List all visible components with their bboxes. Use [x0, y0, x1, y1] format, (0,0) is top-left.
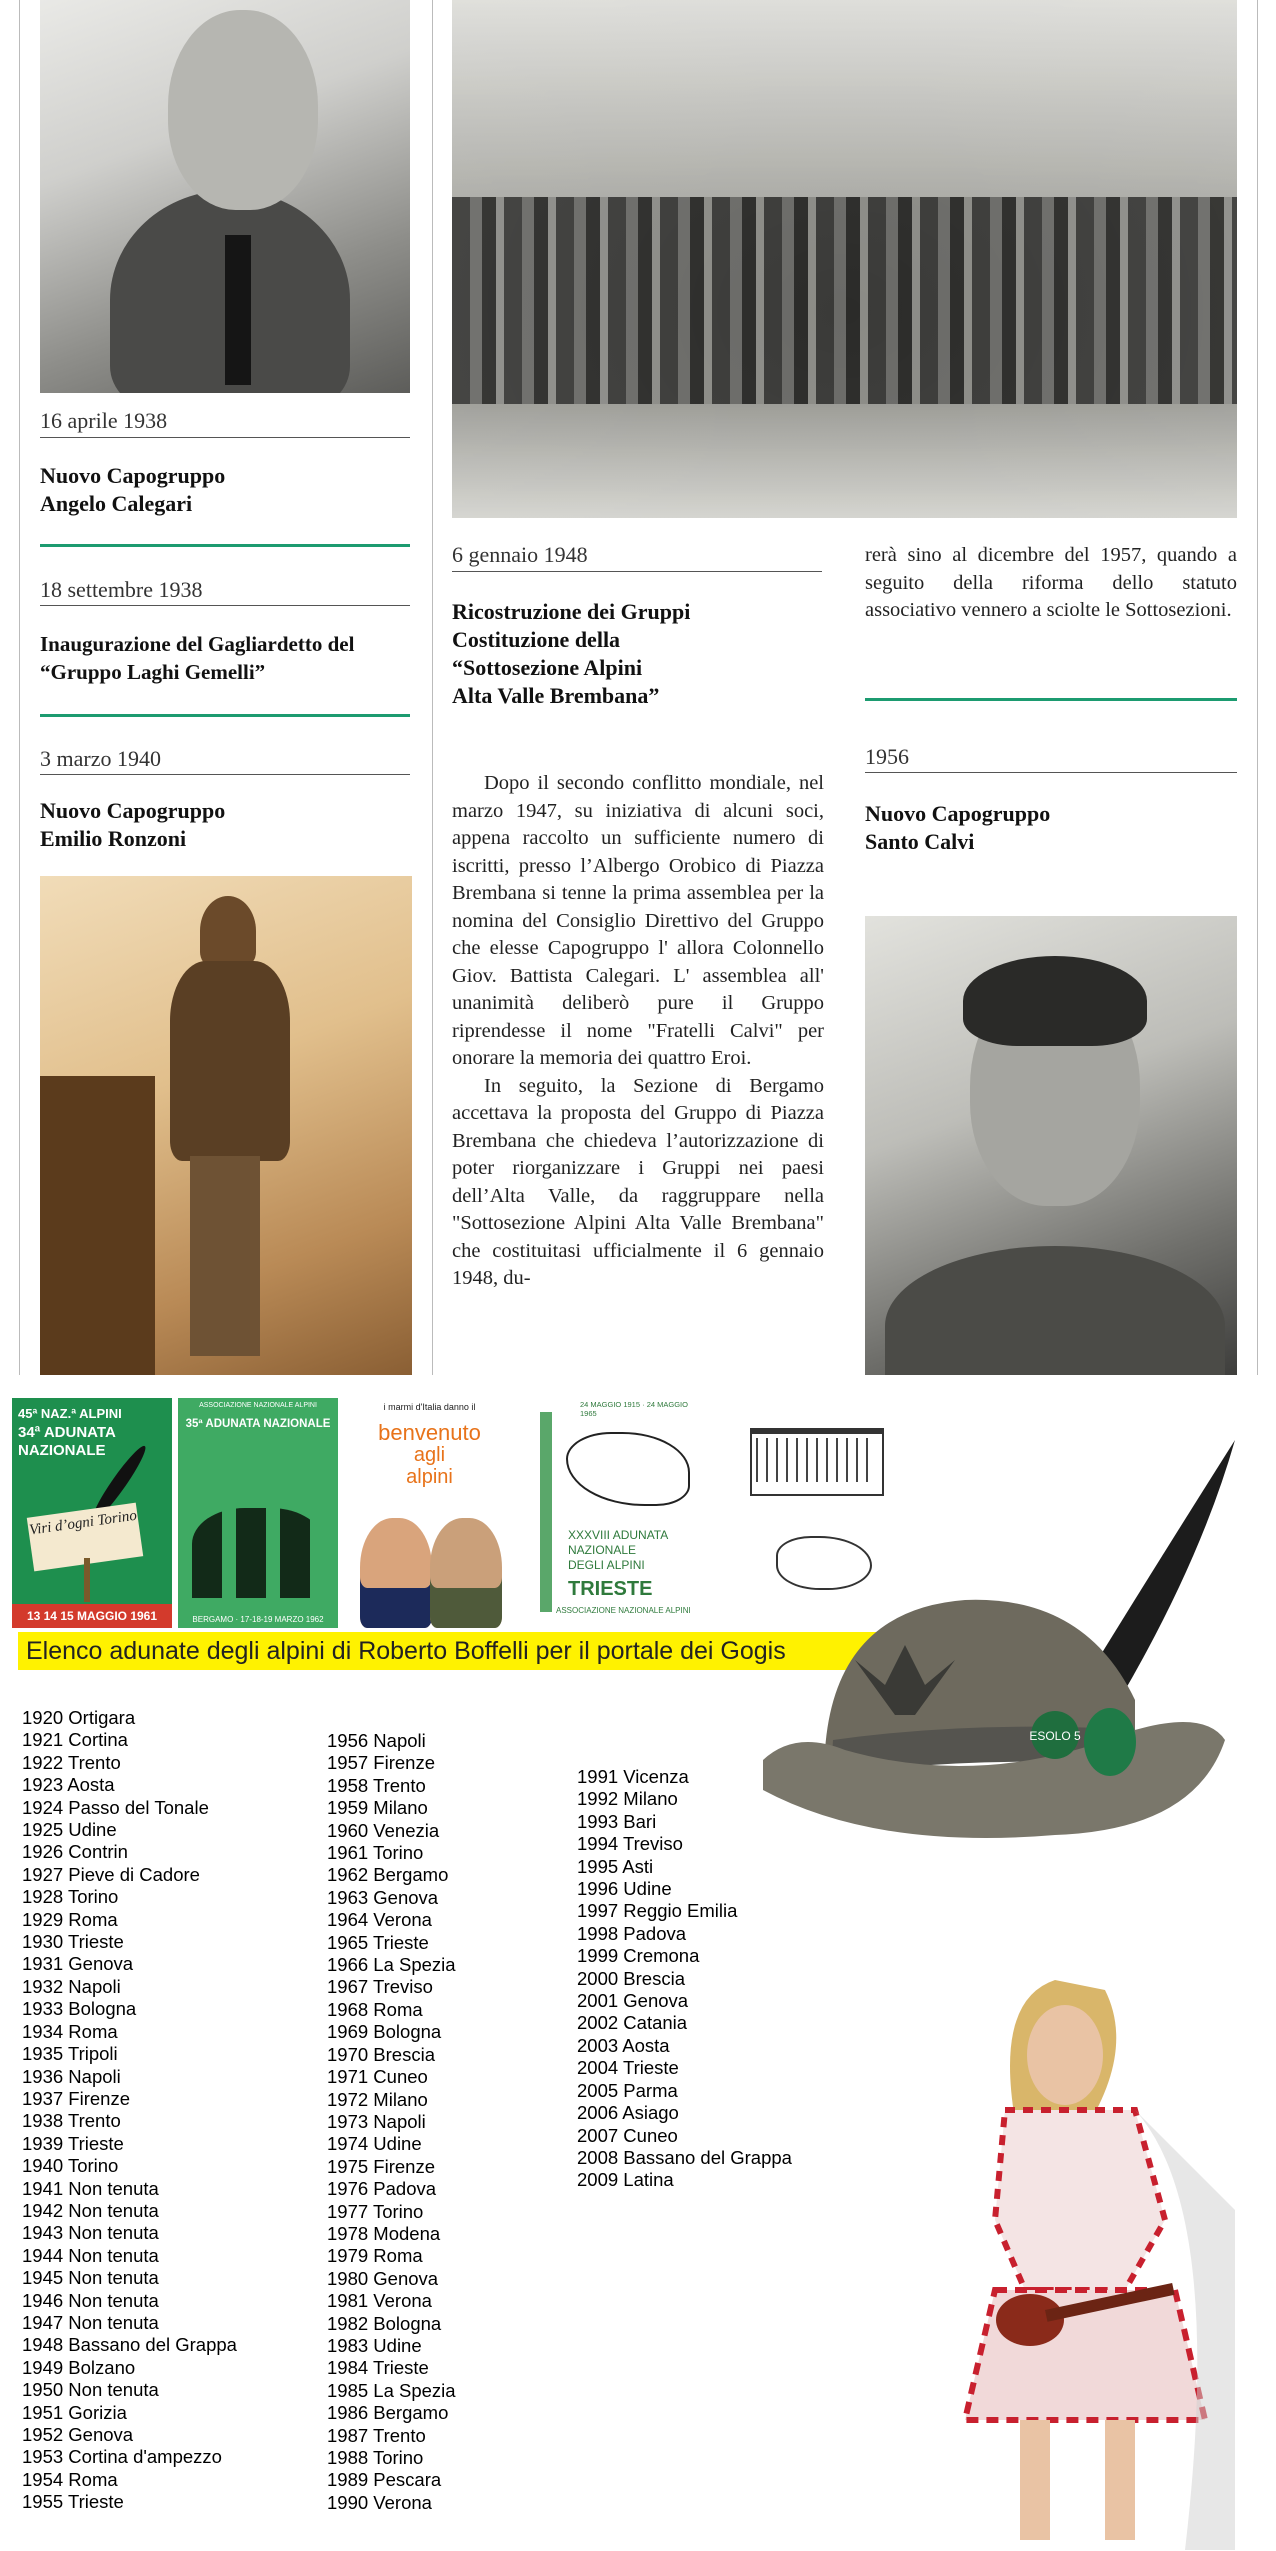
woman-ukulele-illustration — [935, 1960, 1235, 2551]
poster4-top: 24 MAGGIO 1915 · 24 MAGGIO 1965 — [580, 1400, 688, 1418]
alpino-hat-icon — [755, 1430, 1255, 1930]
list-item: 1921 Cortina — [22, 1729, 128, 1751]
poster4-title2: NAZIONALE — [568, 1543, 637, 1557]
list-item: 1999 Cremona — [577, 1945, 700, 1967]
middle-date-rule — [452, 571, 822, 572]
list-item: 1946 Non tenuta — [22, 2289, 159, 2311]
poster3-top: i marmi d'Italia danno il — [383, 1402, 476, 1412]
list-item: 1983 Udine — [327, 2334, 422, 2356]
list-item: 1935 Tripoli — [22, 2043, 118, 2065]
list-item: 1962 Bergamo — [327, 1864, 449, 1886]
list-item: 2006 Asiago — [577, 2102, 679, 2124]
entry2-title-line2: “Gruppo Laghi Gemelli” — [40, 660, 266, 684]
list-item: 1925 Udine — [22, 1819, 117, 1841]
poster1-dates: 13 14 15 MAGGIO 1961 — [26, 1609, 158, 1623]
right-entry-date-rule — [865, 772, 1237, 773]
list-item: 1963 Genova — [327, 1886, 439, 1908]
adunate-list-col2 — [327, 1730, 456, 2514]
list-item: 1986 Bergamo — [327, 2402, 449, 2424]
list-item: 1948 Bassano del Grappa — [22, 2334, 237, 2356]
entry2-date: 18 settembre 1938 — [40, 577, 203, 602]
poster4-title3: DEGLI ALPINI — [568, 1558, 645, 1572]
list-item: 1992 Milano — [577, 1788, 678, 1810]
list-item: 1998 Padova — [577, 1922, 687, 1944]
list-item: 1932 Napoli — [22, 1975, 121, 1997]
poster4-assoc: ASSOCIAZIONE NAZIONALE ALPINI — [556, 1606, 691, 1615]
list-item: 1943 Non tenuta — [22, 2222, 159, 2244]
list-item: 1929 Roma — [22, 1908, 118, 1930]
adunate-list-col3 — [577, 1766, 792, 2192]
list-item: 2005 Parma — [577, 2079, 678, 2101]
list-item: 1993 Bari — [577, 1810, 657, 1832]
list-item: 1934 Roma — [22, 2020, 118, 2042]
list-title-banner: Elenco adunate degli alpini di Roberto Boffelli per il portale dei Gogis — [18, 1632, 890, 1670]
list-item: 1942 Non tenuta — [22, 2199, 159, 2221]
list-item: 1926 Contrin — [22, 1841, 128, 1863]
list-item: 1977 Torino — [327, 2200, 424, 2222]
right-continuation: rerà sino al dicembre del 1957, quando a seguito della riforma dello statuto associativo vennero a sciolte le Sottosezioni. — [865, 544, 1237, 621]
list-item: 1994 Treviso — [577, 1833, 683, 1855]
list-item: 1944 Non tenuta — [22, 2244, 159, 2266]
list-item: 1949 Bolzano — [22, 2356, 136, 2378]
entry3-title-line2: Emilio Ronzoni — [40, 826, 187, 851]
entry1-title-line1: Nuovo Capogruppo — [40, 463, 226, 488]
portrait-photo-santo-calvi — [865, 916, 1237, 1375]
list-item: 1961 Torino — [327, 1842, 424, 1864]
poster-benvenuto-alpini — [352, 1398, 507, 1628]
section-divider-1 — [40, 544, 410, 547]
list-item: 2000 Brescia — [577, 1967, 685, 1989]
hat-badge-text: ESOLO 5 — [1029, 1729, 1081, 1743]
list-item: 1928 Torino — [22, 1886, 119, 1908]
poster2-title: 35ª ADUNATA NAZIONALE — [185, 1418, 331, 1430]
right-entry-title-line1: Nuovo Capogruppo — [865, 801, 1051, 826]
entry2-title-line1: Inaugurazione del Gagliardetto del — [40, 632, 355, 656]
poster1-line1: 45ª NAZ.ª ALPINI — [18, 1406, 122, 1421]
entry2-title — [40, 630, 354, 686]
middle-title-line1: Ricostruzione dei Gruppi — [452, 599, 691, 624]
poster3-sailor — [360, 1518, 432, 1628]
list-item: 1922 Trento — [22, 1751, 121, 1773]
list-item: 1969 Bologna — [327, 2021, 442, 2043]
list-item: 1968 Roma — [327, 1998, 423, 2020]
list-item: 1990 Verona — [327, 2491, 432, 2513]
entry3-date-rule — [40, 774, 410, 775]
list-item: 1950 Non tenuta — [22, 2379, 159, 2401]
middle-title-line4: Alta Valle Brembana” — [452, 683, 660, 708]
middle-body — [452, 770, 824, 1375]
list-item: 1952 Genova — [22, 2424, 134, 2445]
list-item: 1979 Roma — [327, 2245, 423, 2267]
list-item: 1951 Gorizia — [22, 2401, 127, 2423]
list-item: 1940 Torino — [22, 2155, 119, 2177]
list-item: 1966 La Spezia — [327, 1954, 456, 1976]
poster-trieste-1965 — [520, 1398, 700, 1628]
group-photo-alpini — [452, 0, 1237, 518]
poster4-city: TRIESTE — [568, 1578, 653, 1600]
list-item: 1987 Trento — [327, 2424, 426, 2446]
poster1-post — [84, 1558, 90, 1602]
list-item: 1972 Milano — [327, 2088, 428, 2110]
list-item: 1936 Napoli — [22, 2065, 121, 2087]
list-item: 1995 Asti — [577, 1855, 654, 1877]
poster3-alpino — [430, 1518, 502, 1628]
list-item: 1920 Ortigara — [22, 1707, 136, 1728]
poster3-title2: agli — [413, 1444, 446, 1466]
list-item: 1967 Treviso — [327, 1976, 433, 1998]
list-item: 2002 Catania — [577, 2012, 688, 2034]
middle-date: 6 gennaio 1948 — [452, 542, 588, 567]
list-item: 1964 Verona — [327, 1909, 432, 1931]
right-entry-title — [865, 800, 1050, 856]
portrait-photo-calegari — [40, 0, 410, 393]
list-item: 1939 Trieste — [22, 2132, 124, 2154]
poster3-title3: alpini — [406, 1466, 453, 1488]
alpino-hat-image — [755, 1430, 1255, 1930]
entry1-title-line2: Angelo Calegari — [40, 491, 193, 516]
section-divider-3 — [865, 698, 1237, 701]
poster1-line3: NAZIONALE — [18, 1442, 106, 1459]
list-item: 1976 Padova — [327, 2178, 437, 2200]
list-item: 1933 Bologna — [22, 1998, 137, 2020]
list-item: 1982 Bologna — [327, 2312, 442, 2334]
entry1-title — [40, 462, 225, 518]
list-item: 1924 Passo del Tonale — [22, 1796, 209, 1818]
list-item: 1989 Pescara — [327, 2469, 442, 2491]
list-item: 1978 Modena — [327, 2222, 441, 2244]
poster1-footer — [12, 1604, 172, 1628]
list-item: 1960 Venezia — [327, 1819, 440, 1841]
page-right-edge — [1257, 0, 1258, 1375]
list-item: 1923 Aosta — [22, 1774, 115, 1796]
entry2-date-rule — [40, 605, 410, 606]
list-item: 1947 Non tenuta — [22, 2311, 159, 2333]
poster2-figures — [192, 1508, 324, 1598]
entry3-title — [40, 797, 225, 853]
middle-title-line2: Costituzione della — [452, 627, 621, 652]
poster1-sign-text: Viri d’ogni Torino — [28, 1507, 138, 1539]
list-item: 2003 Aosta — [577, 2034, 670, 2056]
list-item: 1975 Firenze — [327, 2155, 435, 2177]
poster-torino-1961 — [12, 1398, 172, 1628]
list-item: 1984 Trieste — [327, 2357, 429, 2379]
middle-title-line3: “Sottosezione Alpini — [452, 655, 643, 680]
list-item: 1941 Non tenuta — [22, 2177, 159, 2199]
list-item: 1974 Udine — [327, 2133, 422, 2155]
entry1-date: 16 aprile 1938 — [40, 408, 168, 433]
list-item: 1981 Verona — [327, 2290, 432, 2312]
list-item: 2004 Trieste — [577, 2057, 679, 2079]
list-item: 1953 Cortina d'ampezzo — [22, 2446, 222, 2468]
sepia-photo-ronzoni — [40, 876, 412, 1375]
list-item: 1957 Firenze — [327, 1752, 435, 1774]
section-divider-2 — [40, 714, 410, 717]
list-item: 1938 Trento — [22, 2110, 121, 2132]
list-item: 1996 Udine — [577, 1878, 672, 1900]
poster2-footer: BERGAMO · 17-18-19 MARZO 1962 — [192, 1615, 324, 1624]
list-item: 1991 Vicenza — [577, 1766, 689, 1787]
list-item: 1965 Trieste — [327, 1931, 429, 1953]
poster1-line2: 34ª ADUNATA — [18, 1424, 116, 1441]
poster4-map — [566, 1432, 690, 1506]
list-item: 1980 Genova — [327, 2267, 439, 2289]
list-item: 1973 Napoli — [327, 2110, 426, 2132]
list-item: 1988 Torino — [327, 2447, 424, 2468]
list-item: 1956 Napoli — [327, 1730, 426, 1751]
poster4-title1: XXXVIII ADUNATA — [568, 1528, 669, 1542]
list-item: 2001 Genova — [577, 1990, 689, 2012]
middle-paragraph-2: In seguito, la Sezione di Bergamo accettava la proposta del Gruppo di Piazza Brembana che chiedeva l’autorizzazione di poter riorganizzare i Gruppi nei paesi dell’Alta Valle, da raggruppare nella "Sottosezione Alpini Alta Valle Brembana" che costituitasi ufficialmente il 6 gennaio 1948, du- — [452, 1074, 824, 1289]
list-item: 1937 Firenze — [22, 2087, 130, 2109]
list-item: 2009 Latina — [577, 2169, 674, 2191]
list-item: 1985 La Spezia — [327, 2379, 456, 2401]
poster4-column — [540, 1412, 552, 1612]
list-item: 1945 Non tenuta — [22, 2267, 159, 2289]
list-item: 1970 Brescia — [327, 2043, 435, 2065]
list-item: 1927 Pieve di Cadore — [22, 1863, 200, 1885]
adunate-list-col1 — [22, 1707, 237, 2514]
poster-bergamo-1962 — [178, 1398, 338, 1628]
column-separator-1 — [432, 0, 433, 1375]
poster3-title1: benvenuto — [378, 1420, 481, 1445]
right-entry-title-line2: Santo Calvi — [865, 829, 975, 854]
list-item: 1971 Cuneo — [327, 2066, 428, 2088]
list-item: 1997 Reggio Emilia — [577, 1900, 738, 1922]
list-item: 2007 Cuneo — [577, 2124, 678, 2146]
woman-ukulele-photo — [935, 1960, 1235, 2551]
middle-paragraph-1: Dopo il secondo conflitto mondiale, nel marzo 1947, su iniziativa di alcuni soci, appena raccolto un sufficiente numero di iscritti, presso l’Albergo Orobico di Piazza Brembana si tenne la prima assemblea per la nomina del Consiglio Direttivo del Gruppo che elesse Capogruppo l' allora Colonnello Giov. Battista Calegari. L' assemblea all' unanimità deliberò pure il Gruppo riprendesse il nome "Fratelli Calvi" per onorare la memoria dei quattro Eroi. — [452, 772, 824, 1069]
poster2-header: ASSOCIAZIONE NAZIONALE ALPINI — [199, 1402, 317, 1409]
list-item: 1959 Milano — [327, 1797, 428, 1819]
right-entry-date: 1956 — [865, 744, 909, 769]
list-item: 1958 Trento — [327, 1774, 426, 1796]
entry1-date-rule — [40, 437, 410, 438]
middle-title — [452, 598, 690, 710]
list-item: 1931 Genova — [22, 1953, 134, 1975]
entry3-title-line1: Nuovo Capogruppo — [40, 798, 226, 823]
list-item: 1955 Trieste — [22, 2491, 124, 2513]
list-item: 1954 Roma — [22, 2468, 118, 2490]
list-item: 2008 Bassano del Grappa — [577, 2146, 792, 2168]
page-left-edge — [19, 0, 20, 1375]
list-item: 1930 Trieste — [22, 1931, 124, 1953]
entry3-date: 3 marzo 1940 — [40, 746, 161, 771]
